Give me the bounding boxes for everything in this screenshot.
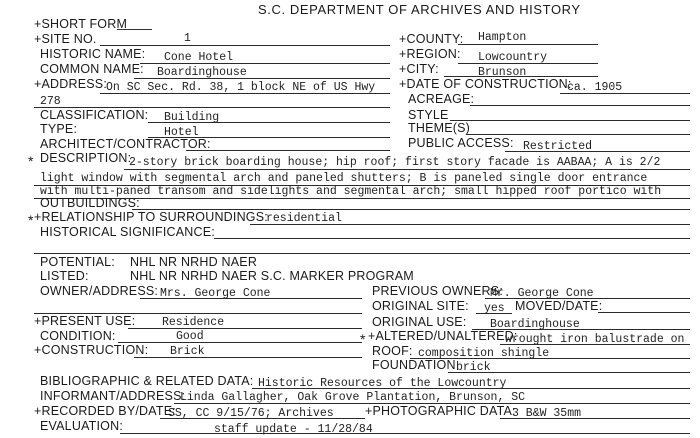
- date-of-construction-label: +DATE OF CONSTRUCTION:: [399, 77, 572, 91]
- construction-label: +CONSTRUCTION:: [34, 343, 149, 357]
- historic-name-label: HISTORIC NAME:: [40, 47, 146, 61]
- original-site-line: [476, 313, 512, 314]
- acreage-label: ACREAGE:: [408, 92, 475, 106]
- evaluation-label: EVALUATION:: [40, 419, 124, 433]
- acreage-line: [470, 105, 690, 106]
- moved-date-line: [598, 312, 690, 313]
- style-label: STYLE: [408, 108, 449, 122]
- historic-name-line: [140, 63, 390, 64]
- altered-star-mark: *: [360, 331, 366, 347]
- altered-line: [500, 344, 690, 345]
- region-value: Lowcountry: [478, 51, 548, 64]
- historical-significance-line1: [214, 238, 690, 239]
- date-of-construction-line: [560, 93, 690, 94]
- recorded-by-line: [160, 418, 365, 419]
- historic-name-value: Cone Hotel: [164, 51, 234, 64]
- address-label: +ADDRESS:: [34, 77, 108, 91]
- relationship-label: +RELATIONSHIP TO SURROUNDINGS:: [34, 210, 268, 224]
- previous-owners-label: PREVIOUS OWNERS:: [372, 284, 503, 298]
- site-no-value: 1: [184, 32, 191, 45]
- public-access-line: [505, 151, 690, 152]
- construction-line: [134, 357, 362, 358]
- original-site-label: ORIGINAL SITE:: [372, 299, 469, 313]
- condition-label: CONDITION:: [40, 329, 116, 343]
- classification-label: CLASSIFICATION:: [40, 108, 149, 122]
- photographic-data-line: [500, 418, 690, 419]
- themes-label: THEME(S): [408, 121, 471, 135]
- architect-line: [186, 150, 390, 151]
- themes-line: [466, 134, 690, 135]
- original-use-value: Boardinghouse: [490, 318, 580, 331]
- region-label: +REGION:: [399, 47, 461, 61]
- informant-value: Linda Gallagher, Oak Grove Plantation, Brunson, SC: [180, 391, 526, 404]
- common-name-line: [134, 78, 390, 79]
- owner-address-line1: [140, 298, 362, 299]
- listed-options: NHL NR NRHD NAER S.C. MARKER PROGRAM: [130, 269, 414, 283]
- original-site-value: yes: [484, 302, 505, 315]
- short-form-label: +SHORT FORM: [34, 17, 128, 31]
- present-use-value: Residence: [162, 316, 225, 329]
- description-value-line1: 2-story brick boarding house; hip roof; first story facade is AABAA; A is 2/2: [129, 156, 661, 169]
- photographic-data-label: +PHOTOGRAPHIC DATA:: [365, 404, 516, 418]
- type-label: TYPE:: [40, 122, 78, 136]
- historical-significance-line2: [34, 253, 690, 254]
- common-name-label: COMMON NAME:: [40, 62, 144, 76]
- potential-options: NHL NR NRHD NAER: [130, 255, 258, 269]
- altered-value: wrought iron balustrade on: [505, 333, 685, 346]
- description-value-line3: with multi-paned transom and sidelights and segmental arch; small hipped roof portico with: [40, 185, 662, 198]
- city-value: Brunson: [478, 66, 527, 79]
- description-value-line2: light window with segmental arch and paneled shutters; B is paneled single door entrance: [40, 172, 648, 185]
- bibliographic-line: [252, 388, 690, 389]
- altered-label: +ALTERED/UNALTERED:: [368, 329, 518, 343]
- description-line1: [124, 169, 690, 170]
- description-label: DESCRIPTION:: [40, 151, 132, 165]
- foundation-value: brick: [456, 361, 491, 374]
- common-name-value: Boardinghouse: [157, 66, 247, 79]
- address-value-line1: On SC Sec. Rd. 38, 1 block NE of US Hwy: [106, 81, 376, 94]
- present-use-line: [128, 328, 362, 329]
- potential-label: POTENTIAL:: [40, 255, 115, 269]
- style-line: [450, 120, 690, 121]
- condition-value: Good: [176, 330, 204, 343]
- listed-label: LISTED:: [40, 269, 89, 283]
- foundation-label: FOUNDATION: [372, 358, 456, 372]
- outbuildings-label: OUTBUILDINGS:: [40, 196, 140, 210]
- relationship-line: [250, 224, 690, 225]
- county-value: Hampton: [478, 31, 527, 44]
- bibliographic-label: BIBLIOGRAPHIC & RELATED DATA:: [40, 374, 254, 388]
- region-line: [458, 63, 598, 64]
- address-value-line2: 278: [40, 95, 61, 108]
- foundation-line: [448, 372, 690, 373]
- date-of-construction-value: ca. 1905: [567, 81, 623, 94]
- owner-address-value: Mrs. George Cone: [160, 287, 271, 300]
- original-use-label: ORIGINAL USE:: [372, 315, 467, 329]
- address-line1: [100, 93, 390, 94]
- public-access-label: PUBLIC ACCESS:: [408, 136, 514, 150]
- evaluation-line: [120, 433, 690, 434]
- condition-line: [118, 342, 362, 343]
- short-form-blank: [117, 29, 152, 30]
- site-no-label: +SITE NO.: [34, 32, 97, 46]
- roof-label: ROOF:: [372, 344, 413, 358]
- historical-significance-label: HISTORICAL SIGNIFICANCE:: [40, 225, 215, 239]
- owner-address-label: OWNER/ADDRESS:: [40, 284, 159, 298]
- photographic-data-value: 3 B&W 35mm: [512, 407, 582, 420]
- relationship-value: residential: [266, 212, 342, 225]
- public-access-value: Restricted: [523, 140, 593, 153]
- evaluation-value: staff update - 11/28/84: [214, 423, 373, 436]
- recorded-by-value: SS, CC 9/15/76; Archives: [168, 407, 334, 420]
- relationship-star-mark: *: [28, 212, 34, 228]
- county-label: +COUNTY:: [399, 32, 464, 46]
- form-header: S.C. DEPARTMENT OF ARCHIVES AND HISTORY: [258, 2, 581, 17]
- present-use-label: +PRESENT USE:: [34, 314, 136, 328]
- recorded-by-label: +RECORDED BY/DATE:: [34, 404, 176, 418]
- moved-date-label: MOVED/DATE:: [515, 299, 603, 313]
- architect-label: ARCHITECT/CONTRACTOR:: [40, 137, 211, 151]
- roof-value: composition shingle: [418, 347, 550, 360]
- type-value: Hotel: [164, 126, 199, 139]
- bibliographic-value: Historic Resources of the Lowcountry: [258, 377, 507, 390]
- description-star-mark: *: [28, 153, 34, 169]
- classification-line: [148, 122, 390, 123]
- city-label: +CITY:: [399, 62, 439, 76]
- previous-owners-value: Mr. George Cone: [490, 287, 594, 300]
- informant-label: INFORMANT/ADDRESS:: [40, 389, 186, 403]
- classification-value: Building: [164, 111, 220, 124]
- construction-value: Brick: [170, 345, 205, 358]
- county-line: [458, 44, 598, 45]
- site-no-line: [100, 45, 390, 46]
